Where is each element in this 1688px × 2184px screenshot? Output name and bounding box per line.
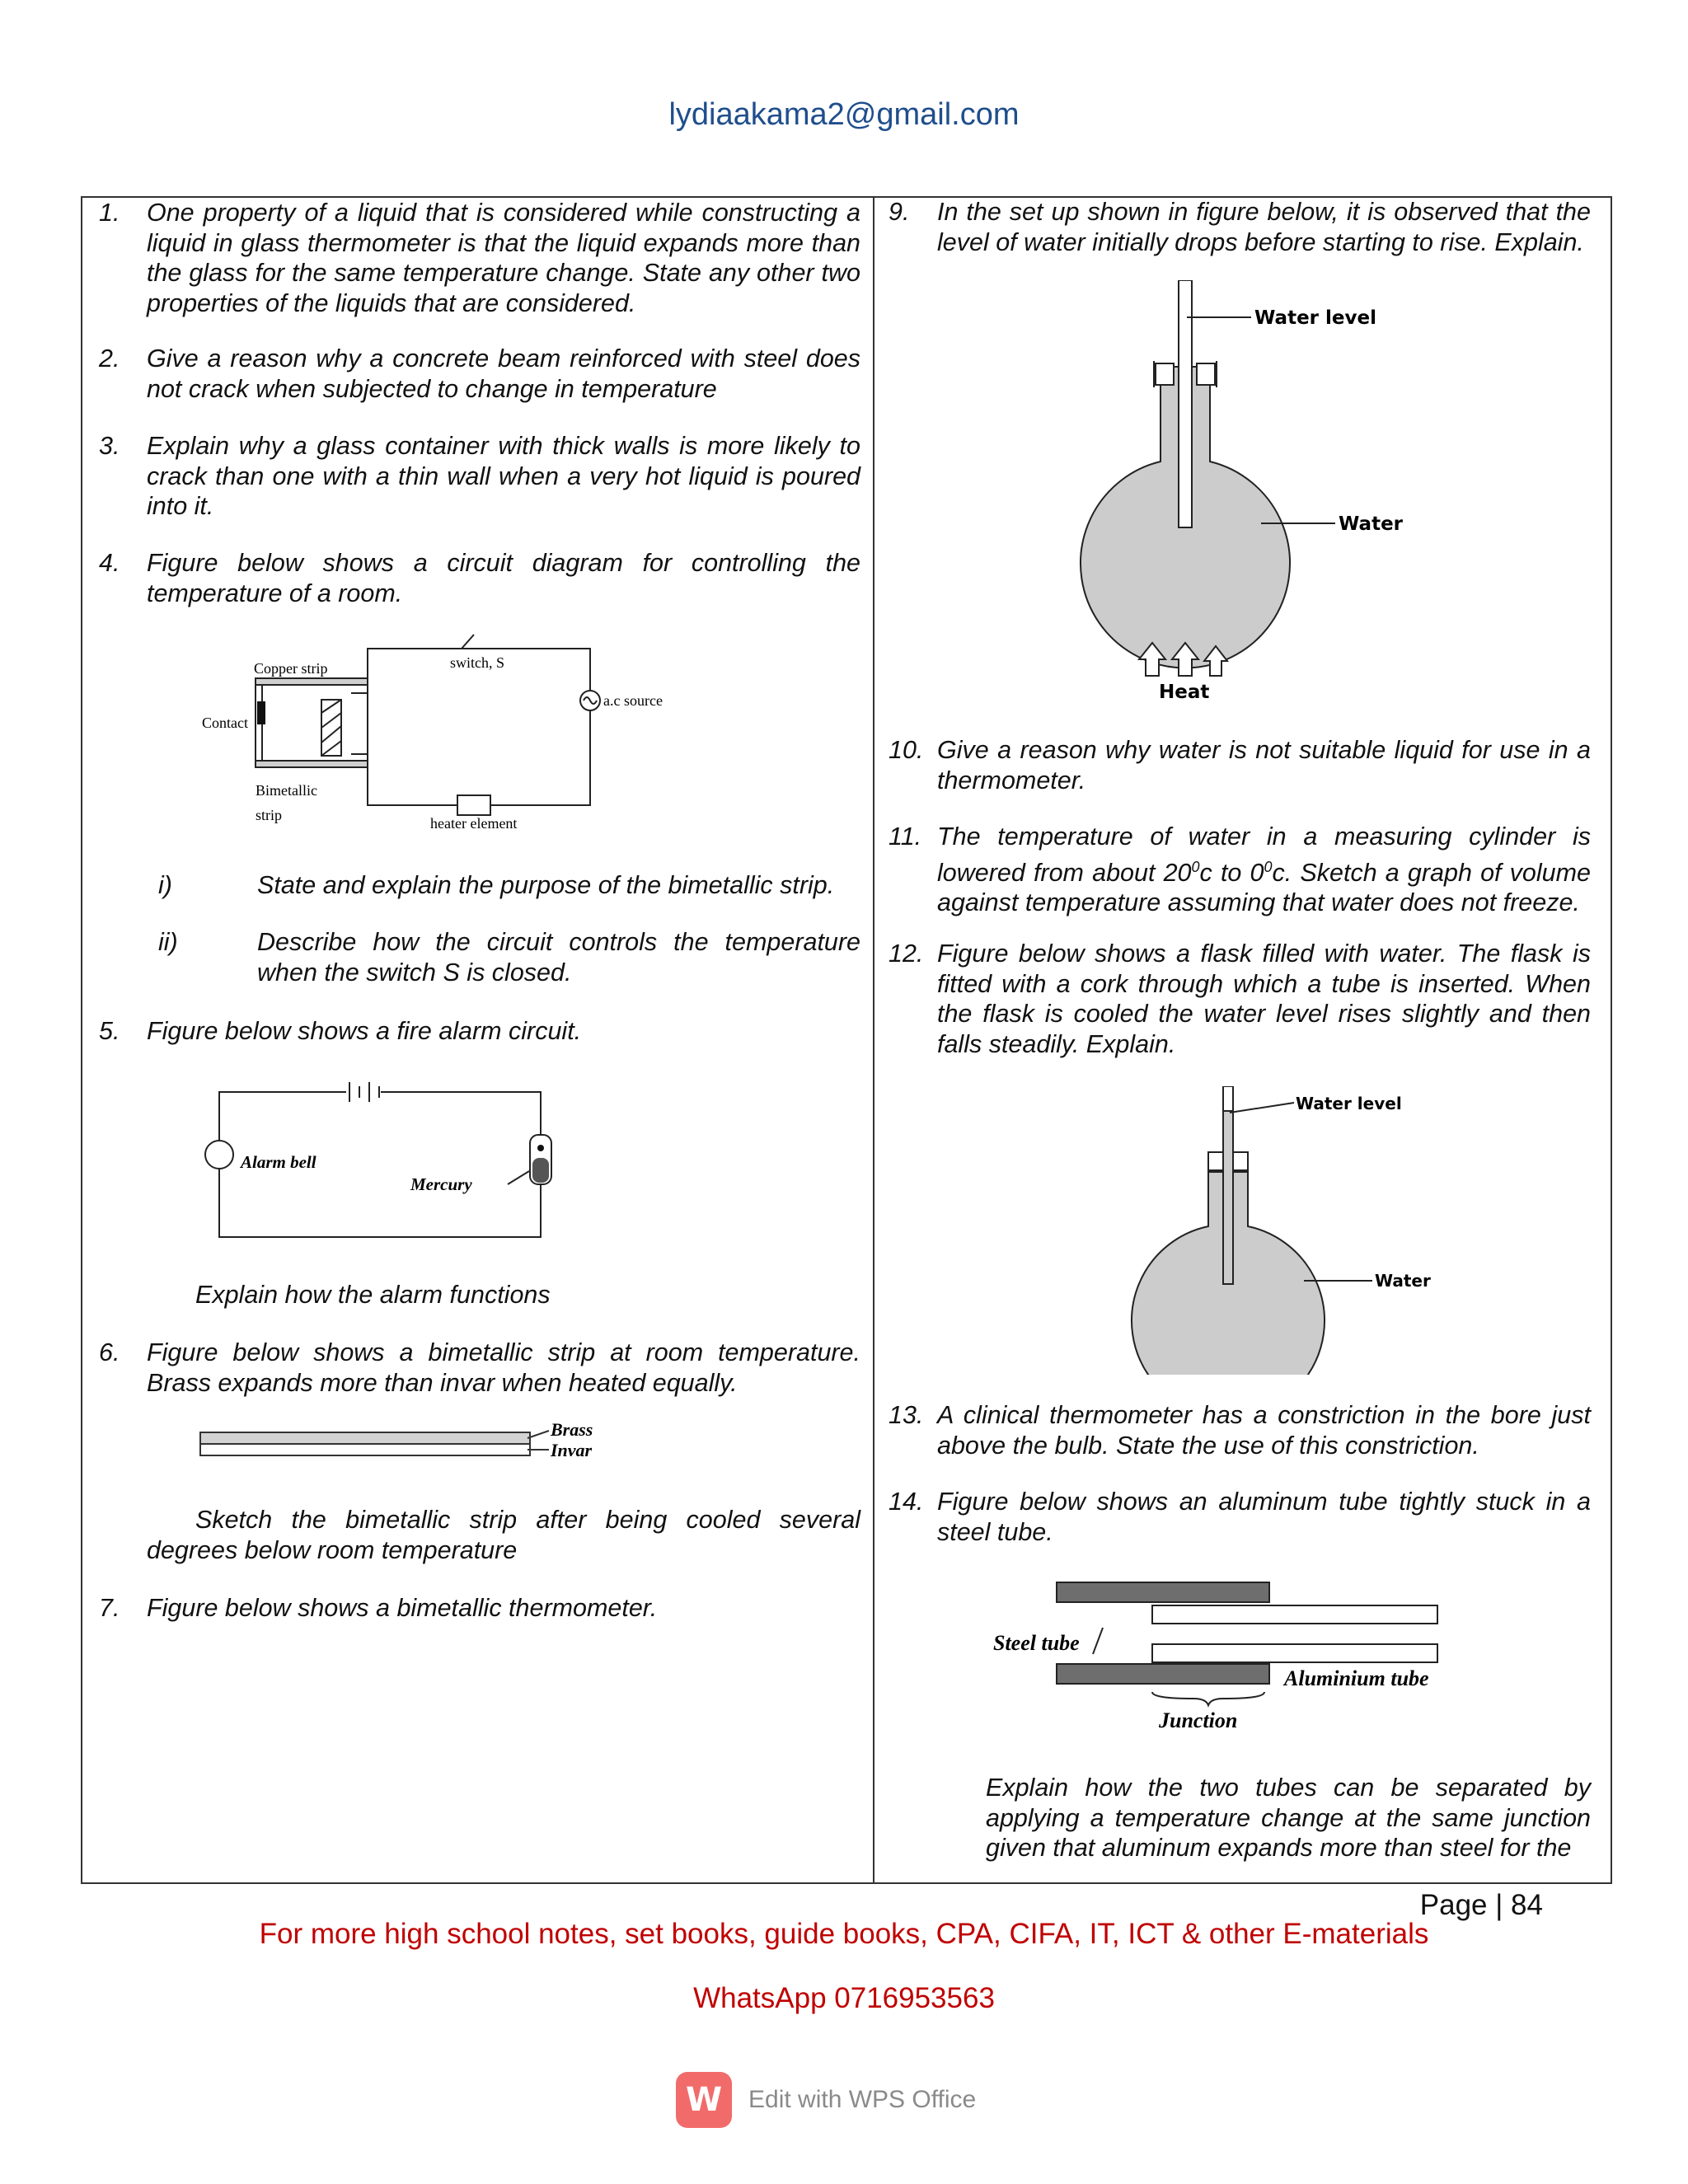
q4-number: 4. [99,549,120,577]
q4-sub2-number: ii) [158,928,178,956]
promo-line-1: For more high school notes, set books, guide books, CPA, CIFA, IT, ICT & other E-materials [259,1918,1429,1950]
label-invar: Invar [551,1440,593,1460]
bimetallic-strip-bar [256,761,368,767]
q14-tubes-figure [989,1578,1500,1735]
label-mercury: Mercury [410,1174,472,1194]
label-bimetallic: Bimetallic [256,782,317,799]
aluminium-tube-top [1152,1605,1437,1624]
alarm-bell-icon [205,1141,233,1169]
switch-s [462,635,474,649]
q3-text: Explain why a glass container with thick walls is more likely to crack than one with a thin wall when a very hot liquid is poured into it. [147,432,860,520]
q4-text: Figure below shows a circuit diagram for controlling the temperature of a room. [147,549,860,607]
junction-brace [1152,1692,1264,1705]
label-steel-tube: Steel tube [993,1631,1080,1655]
q14-after-text: Explain how the two tubes can be separated by applying a temperature change at the same junction given that aluminum expands more than steel for the [986,1774,1591,1862]
mercury-contact [537,1145,544,1151]
label-contact: Contact [202,715,248,731]
promo-line-2[interactable]: WhatsApp 0716953563 [693,1982,995,2014]
invar-layer [200,1444,530,1455]
q13-text: A clinical thermometer has a constriction in the bore just above the bulb. State the use of this constriction. [937,1401,1591,1460]
wps-edit-label: Edit with WPS Office [748,2086,977,2113]
q10-number: 10. [889,736,924,764]
label-strip: strip [256,807,283,823]
aluminium-tube-bottom [1152,1644,1437,1662]
label-water: Water [1339,513,1404,535]
copper-strip [256,678,368,685]
q9-text: In the set up shown in figure below, it is observed that the level of water initially drops before starting to rise. Explain. [937,198,1591,256]
q7-text: Figure below shows a bimetallic thermometer. [147,1594,658,1622]
q6-after-text: Sketch the bimetallic strip after being cooled several degrees below room temperature [147,1506,860,1564]
label-aluminium-tube: Aluminium tube [1284,1666,1429,1690]
heater-element [457,795,490,815]
brass-layer [200,1432,530,1444]
steel-tube-bottom [1057,1664,1269,1684]
q5-number: 5. [99,1017,120,1045]
q1-number: 1. [99,199,120,227]
label-copper-strip: Copper strip [254,660,328,677]
page-number: Page | 84 [1419,1889,1543,1921]
q12-number: 12. [889,940,924,968]
contact-block [257,701,265,724]
label-water-level: Water level [1296,1094,1402,1113]
label-brass: Brass [551,1419,593,1440]
steel-pointer [1093,1628,1103,1654]
water-level-pointer [1230,1103,1294,1113]
label-heater: heater element [430,815,518,832]
q12-flask-figure [1129,1086,1442,1375]
q6-strip-figure [196,1419,625,1477]
q11-text-a: The temperature of water in a measuring cylinder is lowered from about 20 [937,823,1591,887]
circuit-wire-loop [368,649,590,805]
q11-text-c: c. Sketch a graph of volume against temperature assuming that water does not freeze. [937,858,1591,917]
label-heat: Heat [1159,682,1210,703]
cork-left [1156,363,1174,385]
q14-text: Figure below shows an aluminum tube tightly stuck in a steel tube. [937,1488,1591,1546]
mercury-column [532,1158,549,1183]
q2-text: Give a reason why a concrete beam reinforced with steel does not crack when subjected to change in temperature [147,344,860,403]
column-divider [873,196,874,1884]
q11-number: 11. [889,823,922,851]
q4-sub1-text: State and explain the purpose of the bimetallic strip. [257,871,835,899]
header-email[interactable]: lydiaakama2@gmail.com [668,97,1020,132]
hatch-3 [321,726,341,743]
q2-number: 2. [99,344,120,373]
q12-text: Figure below shows a flask filled with water. The flask is fitted with a cork through which a tube is inserted. When the flask is cooled the water level rises slightly and then falls steadily. Explain. [937,940,1591,1058]
q3-number: 3. [99,432,120,460]
q14-number: 14. [889,1488,924,1516]
q4-sub2-text: Describe how the circuit controls the temperature when the switch S is closed. [257,928,860,987]
q6-number: 6. [99,1338,120,1366]
q11-sup-1: 0 [1191,858,1200,875]
mercury-pointer [508,1171,529,1184]
q11-text-b: c to 0 [1199,858,1264,887]
steel-tube-top [1057,1582,1269,1602]
cork-left [1208,1152,1223,1170]
q5-alarm-figure [198,1076,560,1249]
label-ac-source: a.c source [603,692,663,709]
q9-flask-figure [1063,280,1409,709]
q10-text: Give a reason why water is not suitable liquid for use in a thermometer. [937,736,1591,794]
q9-number: 9. [889,198,910,226]
q7-number: 7. [99,1594,120,1622]
tube-water [1223,1111,1233,1284]
wps-logo-icon: W [676,2072,732,2128]
label-water-level: Water level [1254,307,1376,329]
wps-edit-button[interactable] [676,2070,976,2130]
hatch-2 [321,713,341,728]
cork-right [1197,363,1215,385]
label-junction: Junction [1159,1708,1238,1732]
q1-text: One property of a liquid that is considered while constructing a liquid in glass thermometer is that the liquid expands more than the glass for the same temperature change. State any other two properties of the liquids that are considered. [147,199,860,317]
q5-text: Figure below shows a fire alarm circuit. [147,1017,582,1045]
hatch-1 [321,700,341,713]
q4-sub1-number: i) [158,871,172,899]
q4-circuit-figure [190,630,701,845]
cork-right [1233,1152,1248,1170]
label-water: Water [1375,1271,1431,1291]
q5-after-text: Explain how the alarm functions [195,1281,551,1309]
q6-text: Figure below shows a bimetallic strip at room temperature. Brass expands more than invar when heated equally. [147,1338,860,1397]
q11-text [937,822,1591,918]
label-alarm-bell: Alarm bell [241,1152,316,1172]
hatch-4 [321,741,341,756]
q11-sup-2: 0 [1264,858,1273,875]
label-switch: switch, S [450,654,505,671]
q13-number: 13. [889,1401,924,1429]
